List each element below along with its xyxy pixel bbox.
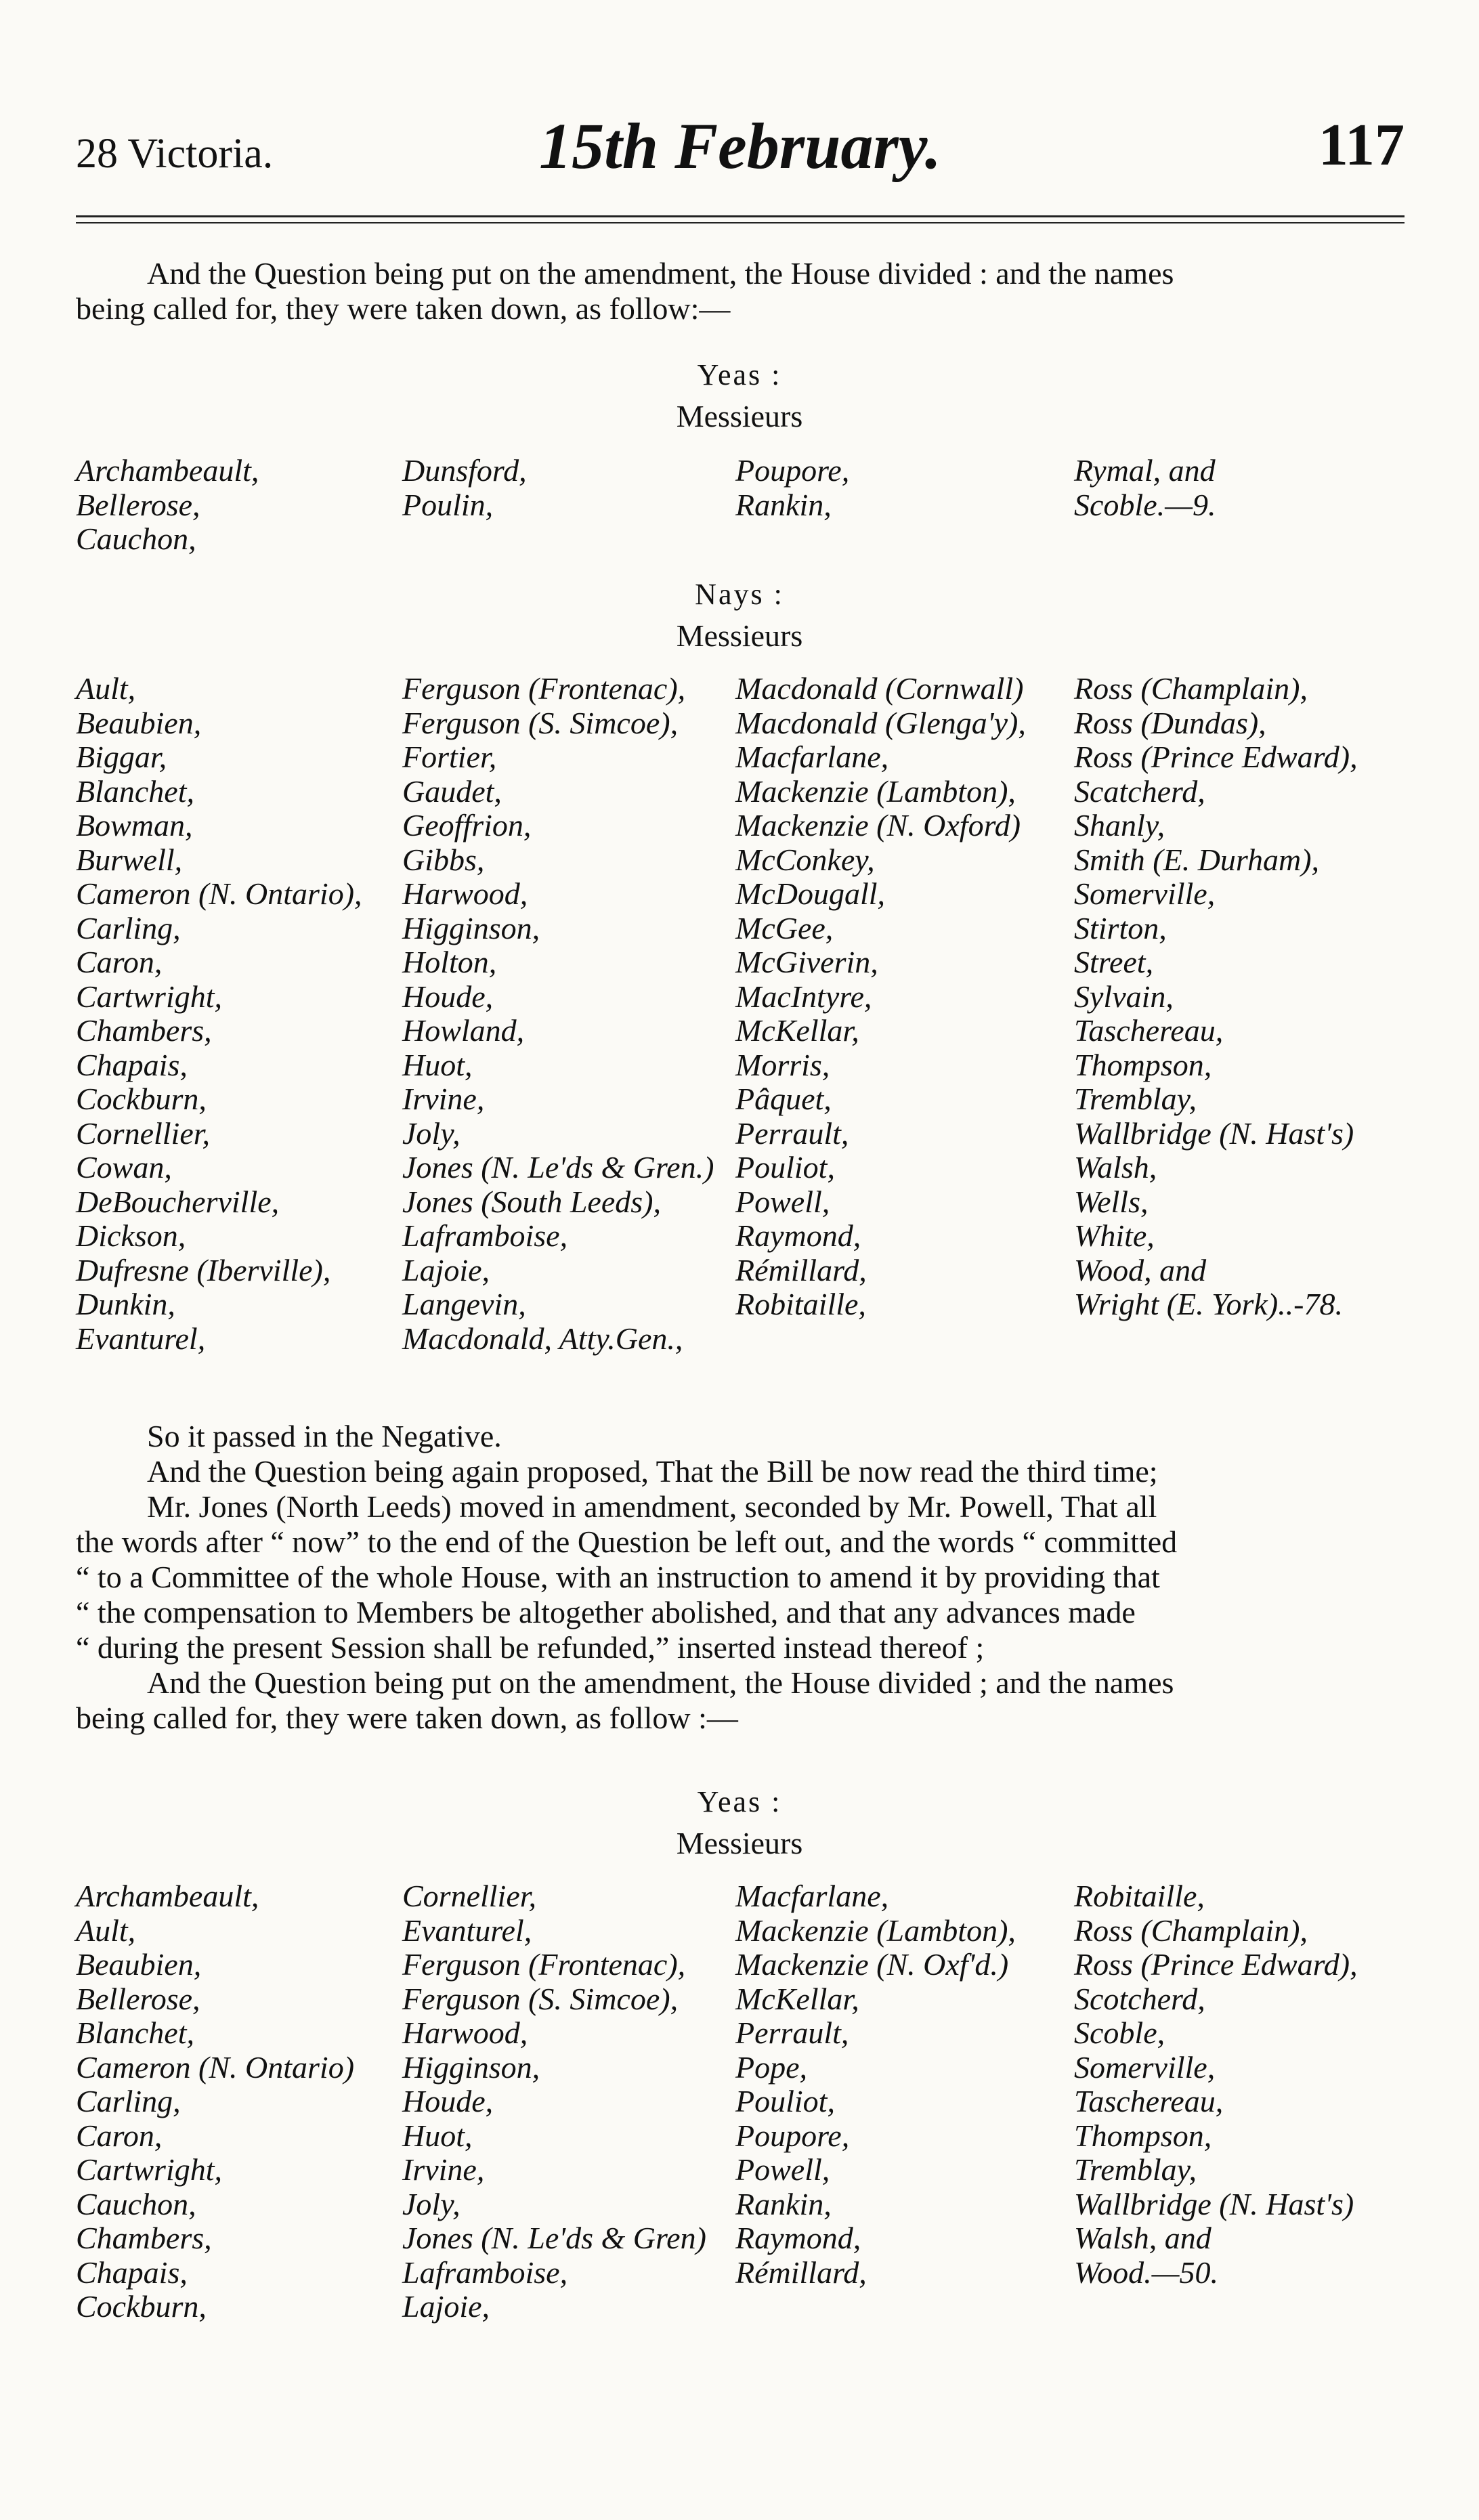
- division-intro-1: [76, 256, 1405, 326]
- member-name: Beaubien,: [76, 1947, 202, 1982]
- date-title: 15th February.: [539, 110, 941, 182]
- text-line: the words after “ now” to the end of the Question be left out, and the words “ committed: [76, 1524, 1178, 1559]
- member-name: Pope,: [735, 2049, 808, 2085]
- member-name: Lajoie,: [402, 1252, 490, 1287]
- member-name: McConkey,: [735, 842, 875, 877]
- text-line: being called for, they were taken down, as follow:—: [76, 291, 731, 326]
- member-name: Wood, and: [1074, 1252, 1207, 1287]
- member-name: Perrault,: [735, 1115, 849, 1151]
- member-name: Cauchon,: [76, 2186, 196, 2221]
- member-name: Holton,: [402, 945, 497, 979]
- member-name: Higginson,: [402, 910, 540, 945]
- member-name: Dufresne (Iberville),: [76, 1252, 331, 1287]
- member-name: Joly,: [402, 1115, 460, 1151]
- member-name: Wells,: [1074, 1184, 1149, 1219]
- member-name: Chapais,: [76, 2255, 188, 2290]
- member-name: Bellerose,: [76, 487, 200, 522]
- middle-text: [76, 1419, 1405, 1736]
- member-name: McDougall,: [735, 876, 886, 911]
- member-name: Cockburn,: [76, 1082, 207, 1116]
- member-name: Raymond,: [735, 1218, 861, 1253]
- member-name: Stirton,: [1074, 910, 1167, 945]
- member-name: Morris,: [735, 1047, 830, 1082]
- member-name: Thompson,: [1074, 2118, 1212, 2153]
- member-name: Chambers,: [76, 1013, 212, 1048]
- member-name: Geoffrion,: [402, 808, 532, 842]
- member-name: Carling,: [76, 910, 181, 945]
- member-name: Poupore,: [735, 2118, 850, 2153]
- member-name: Robitaille,: [1074, 1879, 1205, 1913]
- member-name: Ross (Dundas),: [1074, 705, 1266, 740]
- member-name: Wallbridge (N. Hast's): [1074, 1115, 1354, 1151]
- member-name: Pouliot,: [735, 2084, 835, 2118]
- member-name: Beaubien,: [76, 705, 202, 740]
- member-name: Scoble,: [1074, 2015, 1165, 2050]
- member-name: Tremblay,: [1074, 1082, 1197, 1116]
- member-name: Ault,: [76, 1913, 136, 1948]
- page-header: [76, 102, 1405, 182]
- member-name: Dunkin,: [76, 1287, 175, 1321]
- member-name: Ross (Champlain),: [1074, 671, 1308, 706]
- text-line: being called for, they were taken down, as follow :—: [76, 1701, 738, 1735]
- member-name: Dunsford,: [402, 453, 527, 488]
- text-line: “ to a Committee of the whole House, with an instruction to amend it by providing that: [76, 1560, 1160, 1594]
- member-name: Cameron (N. Ontario),: [76, 876, 362, 911]
- member-name: Laframboise,: [402, 2255, 568, 2290]
- member-name: Chambers,: [76, 2221, 212, 2255]
- member-name: [735, 2290, 1074, 2324]
- member-name: Evanturel,: [402, 1913, 532, 1948]
- member-name: Jones (South Leeds),: [402, 1184, 661, 1219]
- member-name: Cockburn,: [76, 2289, 207, 2324]
- member-name: [735, 1322, 1074, 1357]
- member-name: Mackenzie (Lambton),: [735, 1913, 1016, 1948]
- member-name: Taschereau,: [1074, 2084, 1224, 2118]
- header-rule-bottom: [76, 222, 1405, 223]
- member-name: Harwood,: [402, 876, 528, 911]
- member-name: Thompson,: [1074, 1047, 1212, 1082]
- member-name: Ross (Prince Edward),: [1074, 1947, 1358, 1982]
- member-name: Langevin,: [402, 1287, 526, 1321]
- member-name: Houde,: [402, 2084, 494, 2118]
- member-name: Wallbridge (N. Hast's): [1074, 2186, 1354, 2221]
- member-name: Jones (N. Le'ds & Gren.): [402, 1150, 714, 1184]
- member-name: Raymond,: [735, 2221, 861, 2255]
- member-name: Shanly,: [1074, 808, 1165, 842]
- member-name: Rémillard,: [735, 1252, 867, 1287]
- member-name: Sylvain,: [1074, 979, 1174, 1014]
- text-line: And the Question being put on the amendment, the House divided ; and the names: [147, 1665, 1174, 1700]
- yeas-heading-2: Yeas :: [697, 1785, 782, 1818]
- member-name: Cauchon,: [76, 521, 196, 556]
- member-name: Mackenzie (Lambton),: [735, 773, 1016, 809]
- member-name: Harwood,: [402, 2015, 528, 2050]
- member-name: Walsh,: [1074, 1150, 1157, 1184]
- member-name: Chapais,: [76, 1047, 188, 1082]
- member-name: Huot,: [402, 1047, 473, 1082]
- member-name: Gaudet,: [402, 773, 502, 809]
- member-name: Burwell,: [76, 842, 183, 877]
- member-name: Laframboise,: [402, 1218, 568, 1253]
- member-name: Robitaille,: [735, 1287, 866, 1321]
- member-name: Cowan,: [76, 1150, 172, 1184]
- member-name: Rémillard,: [735, 2255, 867, 2290]
- yeas-list-1: [76, 454, 1405, 557]
- member-name: Joly,: [402, 2186, 460, 2221]
- member-name: Powell,: [735, 2152, 830, 2187]
- member-name: Irvine,: [402, 2152, 485, 2187]
- member-name: Scatcherd,: [1074, 773, 1205, 809]
- member-name: Rankin,: [735, 487, 832, 522]
- member-name: Houde,: [402, 979, 494, 1014]
- member-name: Ferguson (Frontenac),: [402, 1947, 686, 1982]
- member-name: Macfarlane,: [735, 740, 889, 774]
- member-name: Scotcherd,: [1074, 1981, 1205, 2016]
- member-name: Smith (E. Durham),: [1074, 842, 1320, 877]
- member-name: Bellerose,: [76, 1981, 200, 2016]
- member-name: Cornellier,: [402, 1879, 537, 1913]
- session-label: 28 Victoria.: [76, 131, 274, 177]
- text-line: “ during the present Session shall be refunded,” inserted instead thereof ;: [76, 1630, 985, 1665]
- member-name: McKellar,: [735, 1981, 859, 2016]
- member-name: DeBoucherville,: [76, 1184, 280, 1219]
- member-name: Archambeault,: [76, 453, 259, 488]
- header-rule-top: [76, 215, 1405, 217]
- member-name: Cartwright,: [76, 979, 223, 1014]
- member-name: Archambeault,: [76, 1879, 259, 1913]
- member-name: Poupore,: [735, 453, 850, 488]
- member-name: Rankin,: [735, 2186, 832, 2221]
- member-name: Cornellier,: [76, 1115, 211, 1151]
- yeas-heading-1: Yeas :: [697, 358, 782, 391]
- member-name: McGiverin,: [735, 945, 878, 979]
- member-name: Evanturel,: [76, 1321, 206, 1356]
- member-name: Howland,: [402, 1013, 525, 1048]
- member-name: Somerville,: [1074, 2049, 1216, 2085]
- member-name: Pouliot,: [735, 1150, 835, 1184]
- messieurs-label: Messieurs: [676, 399, 803, 433]
- text-line: “ the compensation to Members be altogether abolished, and that any advances made: [76, 1595, 1136, 1629]
- nays-heading-1: Nays :: [695, 578, 784, 611]
- member-name: [735, 522, 1074, 557]
- member-name: Poulin,: [402, 487, 494, 522]
- member-name: Ross (Champlain),: [1074, 1913, 1308, 1948]
- member-name: Pâquet,: [735, 1082, 832, 1116]
- member-name: Higginson,: [402, 2049, 540, 2085]
- messieurs-label: Messieurs: [676, 1826, 803, 1860]
- member-name: Ferguson (S. Simcoe),: [402, 705, 679, 740]
- member-name: Ault,: [76, 671, 136, 706]
- member-name: Powell,: [735, 1184, 830, 1219]
- member-name: Street,: [1074, 945, 1154, 979]
- member-name: Cartwright,: [76, 2152, 223, 2187]
- member-name: Walsh, and: [1074, 2221, 1212, 2255]
- member-name: Lajoie,: [402, 2289, 490, 2324]
- member-name: Scoble.—9.: [1074, 487, 1216, 522]
- member-name: McKellar,: [735, 1013, 859, 1048]
- member-name: Wright (E. York)..-78.: [1074, 1287, 1343, 1321]
- member-name: Ferguson (Frontenac),: [402, 671, 686, 706]
- text-line: And the Question being put on the amendment, the House divided : and the names: [147, 256, 1174, 291]
- member-name: Mackenzie (N. Oxf'd.): [735, 1947, 1009, 1982]
- member-name: McGee,: [735, 910, 834, 945]
- member-name: Blanchet,: [76, 773, 194, 809]
- member-name: Gibbs,: [402, 842, 485, 877]
- member-name: [1074, 1322, 1405, 1357]
- member-name: Cameron (N. Ontario): [76, 2049, 355, 2085]
- text-line: So it passed in the Negative.: [147, 1419, 502, 1453]
- member-name: [1074, 2290, 1405, 2324]
- member-name: Somerville,: [1074, 876, 1216, 911]
- member-name: Rymal, and: [1074, 453, 1216, 488]
- member-name: Huot,: [402, 2118, 473, 2153]
- member-name: Caron,: [76, 945, 163, 979]
- messieurs-label: Messieurs: [676, 618, 803, 653]
- text-line: And the Question being again proposed, That the Bill be now read the third time;: [147, 1454, 1158, 1489]
- member-name: Taschereau,: [1074, 1013, 1224, 1048]
- member-name: Bowman,: [76, 808, 193, 842]
- member-name: Carling,: [76, 2084, 181, 2118]
- member-name: Jones (N. Le'ds & Gren): [402, 2221, 706, 2255]
- member-name: Biggar,: [76, 740, 167, 774]
- member-name: Wood.—50.: [1074, 2255, 1218, 2290]
- member-name: Irvine,: [402, 1082, 485, 1116]
- member-name: MacIntyre,: [735, 979, 872, 1014]
- member-name: Macdonald (Cornwall): [735, 671, 1024, 706]
- text-line: Mr. Jones (North Leeds) moved in amendment, seconded by Mr. Powell, That all: [147, 1489, 1157, 1524]
- member-name: Ross (Prince Edward),: [1074, 740, 1358, 774]
- member-name: Macdonald, Atty.Gen.,: [402, 1321, 683, 1356]
- member-name: [402, 522, 735, 557]
- member-name: White,: [1074, 1218, 1155, 1253]
- member-name: Ferguson (S. Simcoe),: [402, 1981, 679, 2016]
- member-name: Macdonald (Glenga'y),: [735, 705, 1026, 740]
- member-name: Macfarlane,: [735, 1879, 889, 1913]
- page-number: 117: [1318, 112, 1405, 178]
- member-name: Caron,: [76, 2118, 163, 2153]
- yeas-list-2: [76, 1879, 1405, 2324]
- member-name: Dickson,: [76, 1218, 186, 1253]
- member-name: Blanchet,: [76, 2015, 194, 2050]
- member-name: Perrault,: [735, 2015, 849, 2050]
- member-name: [1074, 522, 1405, 557]
- member-name: Tremblay,: [1074, 2152, 1197, 2187]
- member-name: Fortier,: [402, 740, 497, 774]
- member-name: Mackenzie (N. Oxford): [735, 808, 1021, 842]
- nays-list-1: [76, 672, 1405, 1356]
